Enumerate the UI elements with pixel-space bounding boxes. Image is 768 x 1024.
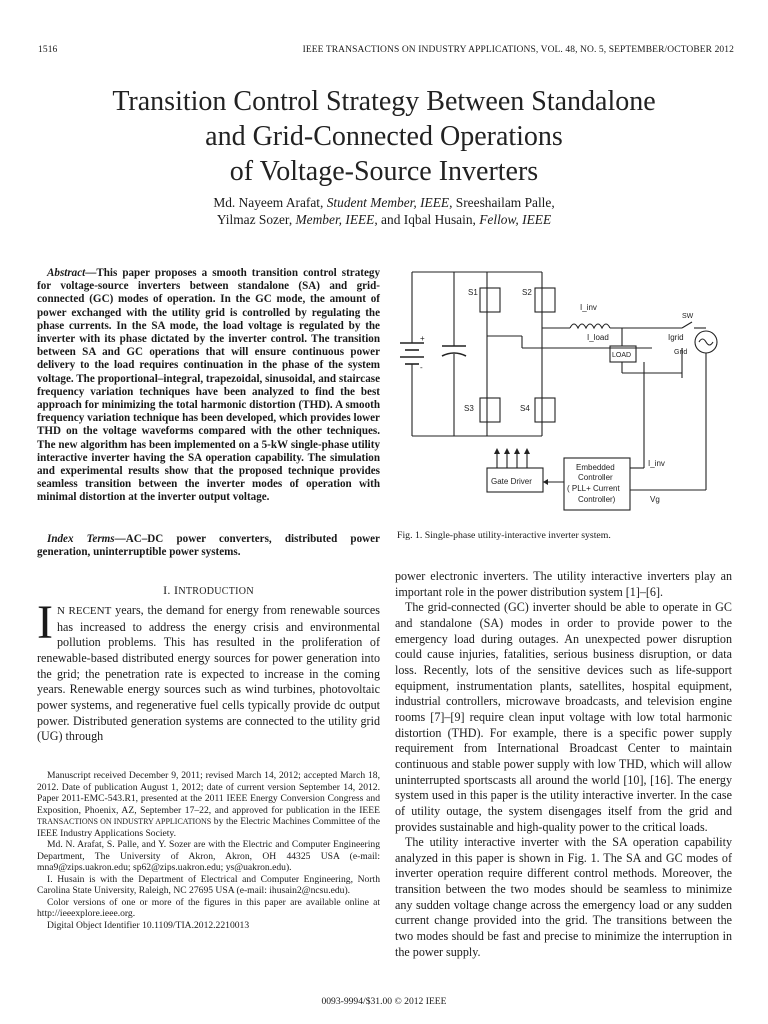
label-igrid: Igrid: [668, 333, 684, 342]
label-controller-2: Controller: [578, 473, 613, 482]
right-paragraph-3: The utility interactive inverter with the SA operation capability analyzed in this paper is shown in Fig. 1. The SA and GC modes of inverter operation require different control methods. Moreover, the transition between the two modes should be seamless to minimize any sudden voltage change across the emergency load or any sudden current change provided into the grid. The transitions between the two modes should be fast and precise to minimize the interruption in the power supply.: [395, 835, 732, 959]
footnote-doi: Digital Object Identifier 10.1109/TIA.2012.2210013: [47, 919, 250, 931]
label-gate-driver: Gate Driver: [491, 477, 532, 486]
page-number: 1516: [38, 45, 58, 55]
footnote-color: Color versions of one or more of the figures in this paper are available online at http://ieeexplore.ieee.org.: [37, 896, 380, 919]
label-i-inv-feedback: I_inv: [648, 459, 665, 468]
label-s1: S1: [468, 288, 478, 297]
label-grid: Grid: [674, 349, 688, 356]
paper-title: [0, 84, 768, 189]
right-paragraph-1: power electronic inverters. The utility interactive inverters play an important role in the power distribution system [1]–[6].: [395, 569, 732, 599]
footnote-manuscript: Manuscript received December 9, 2011; revised March 14, 2012; accepted March 18, 2012. Date of publication August 1, 2012; date of current version September 14, 2012. Paper 2011-EMC-543.R1, presented at the 2011 IEEE Energy Conversion Congress and Exposition, Phoenix, AZ, September 17–22, and approved for publication in the IEEE TRANSACTIONS ON INDUSTRY APPLICATIONS by the Electric Machines Committee of the IEEE Industry Applications Society.: [37, 770, 380, 839]
label-vg: Vg: [650, 495, 660, 504]
label-s4: S4: [520, 404, 530, 413]
label-i-load: I_load: [587, 333, 609, 342]
copyright-footer: 0093-9994/$31.00 © 2012 IEEE: [321, 996, 447, 1007]
index-terms-text: —AC–DC power converters, distributed power generation, uninterruptible power systems.: [37, 533, 380, 559]
label-plus: +: [420, 334, 425, 343]
footnote-affiliation-2: I. Husain is with the Department of Electrical and Computer Engineering, North Carolina State University, Raleigh, NC 27695 USA (e-mail: ihusain2@ncsu.edu).: [37, 873, 380, 896]
abstract: [37, 267, 380, 505]
author-list: [0, 194, 768, 228]
label-minus: -: [420, 363, 423, 372]
footnote-affiliation-1: Md. N. Arafat, S. Palle, and Y. Sozer are with the Electric and Computer Engineering Department, The University of Akron, Akron, OH 44325 USA (e-mail: mna9@zips.uakron.edu; sp62@zips.uakron.edu; ys@uakron.edu).: [37, 839, 380, 873]
label-sw: SW: [682, 313, 694, 320]
title-line-3: of Voltage-Source Inverters: [229, 156, 539, 187]
abstract-lead: Abstract: [47, 267, 86, 279]
section-heading: I. INTRODUCTION: [163, 583, 254, 597]
drop-cap: I: [37, 596, 53, 649]
author-3-role: Member, IEEE: [295, 212, 375, 227]
author-1-role: Student Member, IEEE: [326, 195, 450, 210]
label-controller-3: ( PLL+ Current: [567, 484, 620, 493]
author-2: , Sreeshailam Palle,: [449, 195, 555, 210]
author-4: , and Iqbal Husain,: [374, 212, 480, 227]
journal-header: IEEE TRANSACTIONS ON INDUSTRY APPLICATIONS, VOL. 48, NO. 5, SEPTEMBER/OCTOBER 2012: [302, 45, 734, 55]
intro-text: years, the demand for energy from renewable sources has increased to address the energy crisis and environmental pollution problems. This has resulted in the proliferation of renewable-based distributed energy sources for power generation into the grid; the penetration rate is expected to increase in the coming years. Renewable energy sources such as wind turbines, photovoltaic power systems, and regenerative fuel cells typically provide dc output power. Distributed generation systems are connected to the utility grid (UG) through: [37, 603, 380, 744]
circuit-diagram: [392, 258, 732, 520]
title-line-1: Transition Control Strategy Between Standalone: [112, 86, 656, 117]
right-paragraph-2: The grid-connected (GC) inverter should be able to operate in GC and standalone (SA) modes in order to provide power to the emergency load during outages. An unexpected power disruption could cause injuries, fatalities, serious business disruption, or data loss. Recently, lots of the sensitive devices such as life-support equipment, instrumentation plants, satellites, hospital equipment, industrial controllers, microwave broadcasts, and television engine rooms [7]–[9] require clean input voltage with low total harmonic distortion (THD). For example, there is a specific power supply requirement from International Broadcast Center to maintain continuous and stable power supply with low THD, which will allow uninterrupted sportscasts all around the world [10], [16]. The energy system used in this paper is the utility interactive inverter. In the case of utility outage, the system disengages itself from the grid and provides sustainable and high-quality power to the critical loads.: [395, 600, 732, 834]
title-line-2: and Grid-Connected Operations: [205, 121, 563, 152]
intro-paragraph: [37, 596, 380, 745]
author-4-role: Fellow, IEEE: [479, 212, 552, 227]
label-controller-4: Controller): [578, 495, 616, 504]
right-column: [395, 569, 732, 960]
intro-first-words: N RECENT: [56, 605, 112, 617]
label-s2: S2: [522, 288, 532, 297]
author-1: Md. Nayeem Arafat,: [213, 195, 327, 210]
footnotes: [37, 770, 380, 931]
index-terms: [37, 533, 380, 559]
label-load: LOAD: [612, 352, 632, 359]
label-controller-1: Embedded: [576, 463, 615, 472]
abstract-text: —This paper proposes a smooth transition control strategy for voltage-source inverters between standalone (SA) and grid-connected (GC) modes of operation. In the GC mode, the amount of power exchanged with the utility grid is controlled by regulating the phase currents. In the SA mode, the load voltage is regulated by the inverter with its phase dictated by the inverter control. The transition between SA and GC operations that will ensure continuous power delivery to the load requires continuation in the phase of the system voltage. The proportional–integral, trapezoidal, sinusoidal, and staircase frequency variation techniques have been analyzed to find the best approach for minimizing the total harmonic distortion (THD). A smooth frequency variation technique has been developed, which provides lower THD on the voltage waveforms compared with the other techniques. The new algorithm has been implemented on a 5-kW single-phase utility interactive inverter having the SA operation capability. The simulation and experimental results show that the proposed technique provides seamless transition between the inverter modes of operation with minimal distortion at the inverter output voltage.: [37, 267, 380, 504]
label-s3: S3: [464, 404, 474, 413]
author-3: Yilmaz Sozer,: [216, 212, 296, 227]
label-i-inv: I_inv: [580, 303, 597, 312]
index-terms-lead: Index Terms: [47, 533, 115, 545]
figure-caption: Fig. 1. Single-phase utility-interactive inverter system.: [397, 530, 611, 541]
